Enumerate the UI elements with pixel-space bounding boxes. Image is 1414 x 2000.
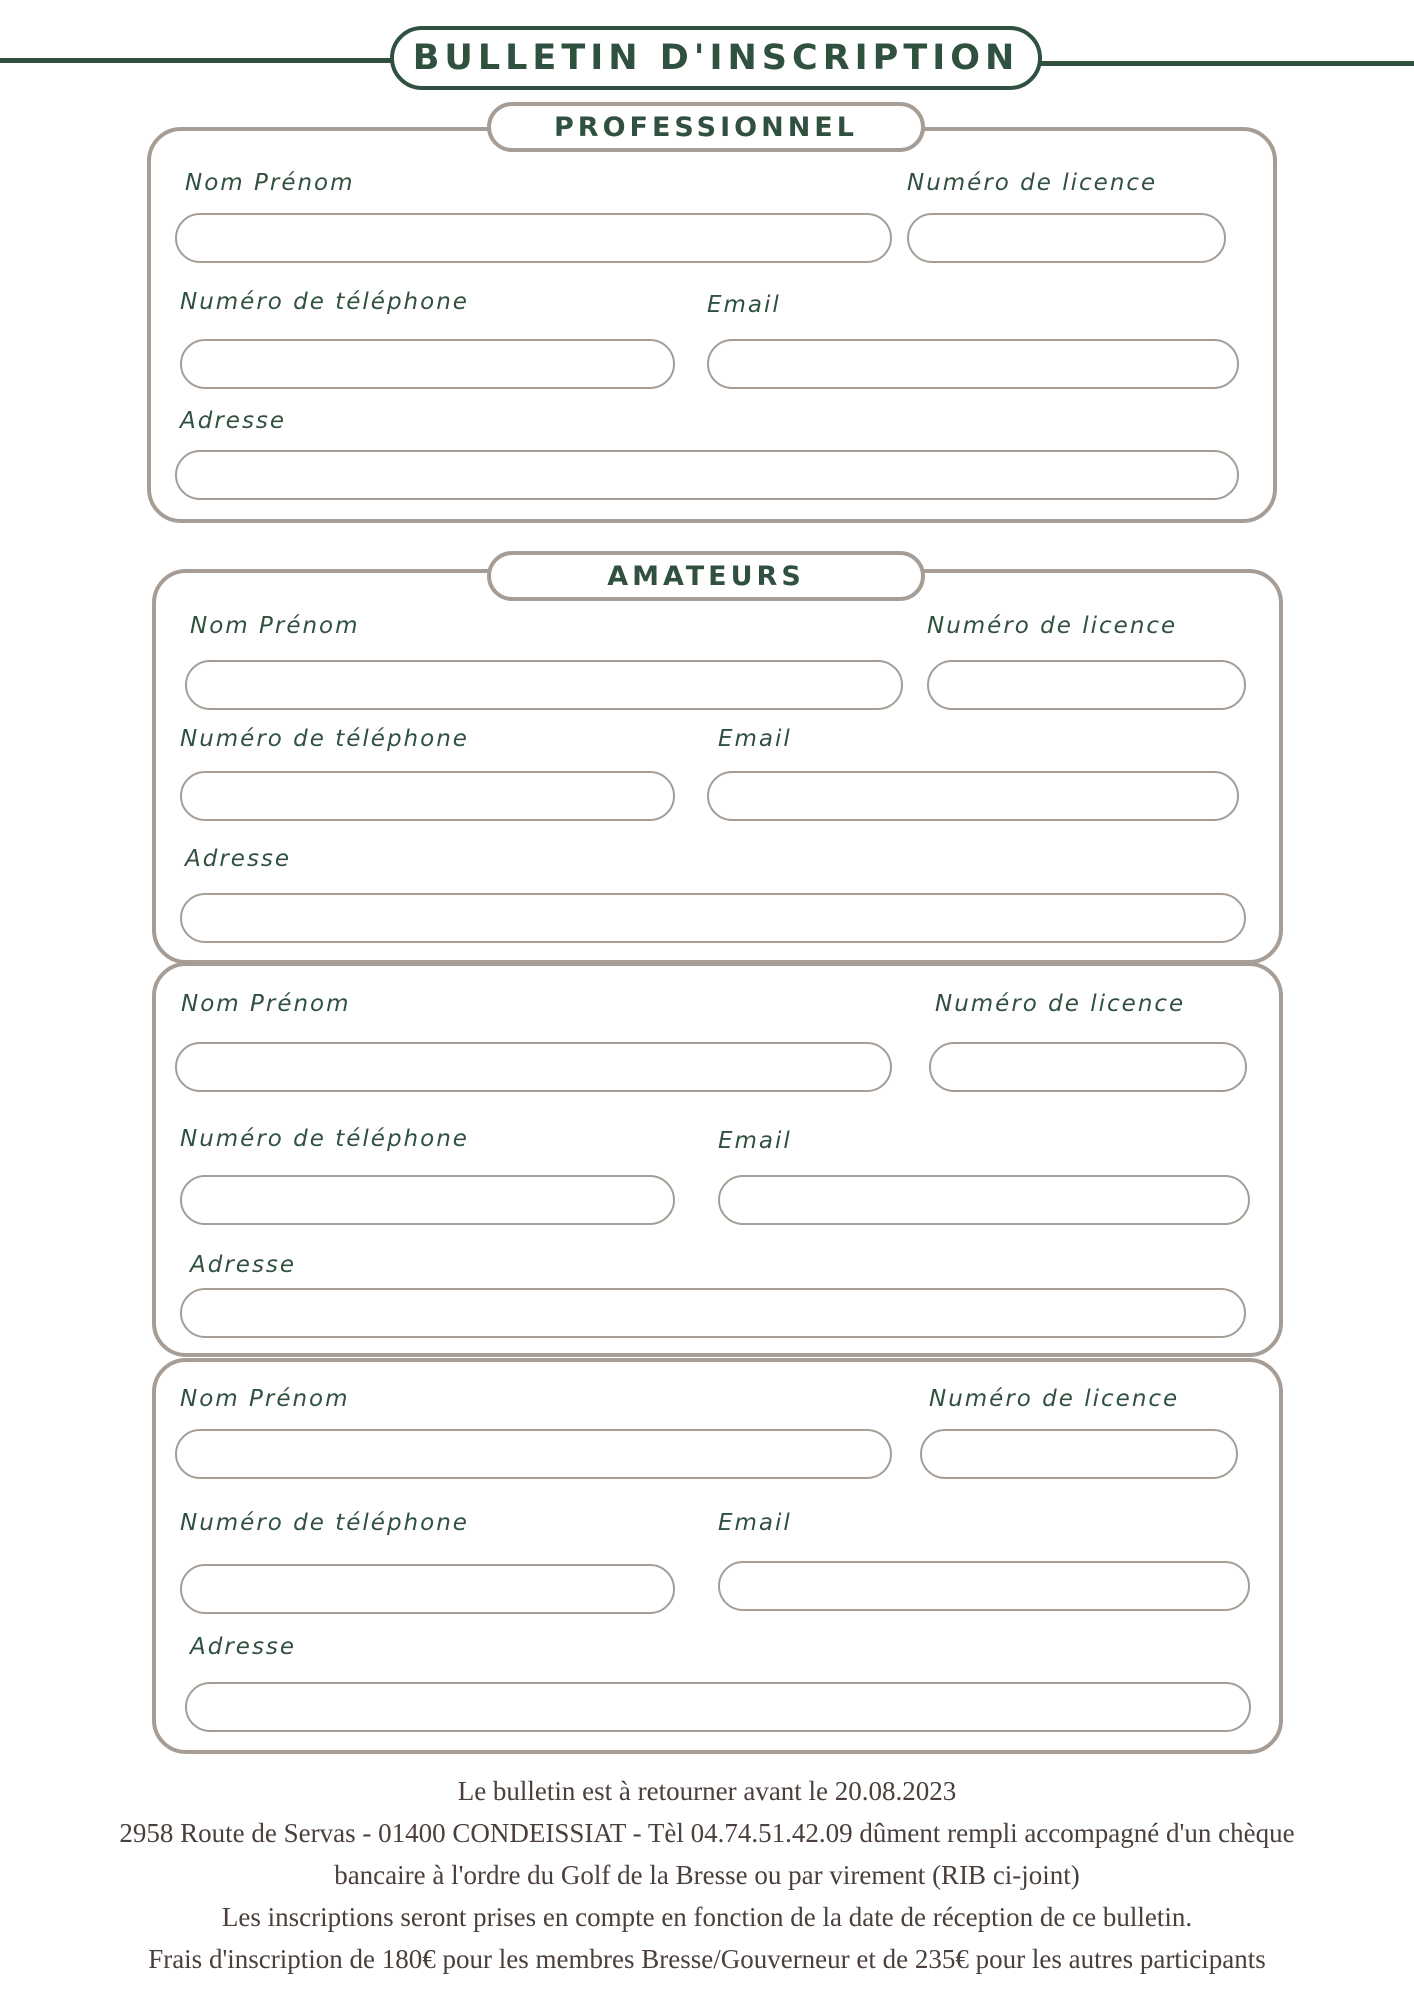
footer-order-note: Les inscriptions seront prises en compte en fonction de la date de réception de ce bulletin. [221,1902,1193,1932]
address-label: Adresse [180,408,287,434]
name-label: Nom Prénom [190,613,360,639]
email-label: Email [718,1128,792,1154]
name-input[interactable] [185,660,903,710]
address-input[interactable] [180,893,1246,943]
amateurs-heading: AMATEURS [487,551,925,601]
address-input[interactable] [180,1288,1246,1338]
address-input[interactable] [175,450,1239,500]
email-input[interactable] [707,339,1239,389]
footer-info [40,1770,1374,1980]
phone-input[interactable] [180,339,675,389]
email-label: Email [718,1510,792,1536]
email-input[interactable] [718,1561,1250,1611]
address-label: Adresse [190,1634,297,1660]
address-input[interactable] [185,1682,1251,1732]
phone-label: Numéro de téléphone [180,726,469,752]
phone-input[interactable] [180,1564,675,1614]
license-input[interactable] [929,1042,1247,1092]
name-label: Nom Prénom [180,1386,350,1412]
footer-fees: Frais d'inscription de 180€ pour les membres Bresse/Gouverneur et de 235€ pour les autres participants [148,1944,1266,1974]
license-label: Numéro de licence [935,991,1186,1017]
email-label: Email [707,292,781,318]
footer-address: 2958 Route de Servas - 01400 CONDEISSIAT - Tèl 04.74.51.42.09 dûment rempli accompagné d'un chèque [119,1818,1295,1848]
license-input[interactable] [927,660,1246,710]
email-label: Email [718,726,792,752]
title-rule-left [0,58,392,63]
phone-input[interactable] [180,1175,675,1225]
title-rule-right [1040,61,1414,66]
email-input[interactable] [718,1175,1250,1225]
license-input[interactable] [907,213,1226,263]
license-label: Numéro de licence [907,170,1158,196]
page-title: BULLETIN D'INSCRIPTION [390,26,1042,90]
footer-payment: bancaire à l'ordre du Golf de la Bresse ou par virement (RIB ci-joint) [334,1860,1080,1890]
phone-input[interactable] [180,771,675,821]
address-label: Adresse [190,1252,297,1278]
email-input[interactable] [707,771,1239,821]
license-label: Numéro de licence [929,1386,1180,1412]
name-input[interactable] [175,1429,892,1479]
phone-label: Numéro de téléphone [180,289,469,315]
professional-heading: PROFESSIONNEL [487,102,925,152]
address-label: Adresse [185,846,292,872]
name-label: Nom Prénom [185,170,355,196]
name-input[interactable] [175,213,892,263]
license-input[interactable] [920,1429,1238,1479]
footer-deadline: Le bulletin est à retourner avant le 20.08.2023 [457,1776,957,1806]
license-label: Numéro de licence [927,613,1178,639]
name-label: Nom Prénom [181,991,351,1017]
phone-label: Numéro de téléphone [180,1126,469,1152]
name-input[interactable] [175,1042,892,1092]
phone-label: Numéro de téléphone [180,1510,469,1536]
